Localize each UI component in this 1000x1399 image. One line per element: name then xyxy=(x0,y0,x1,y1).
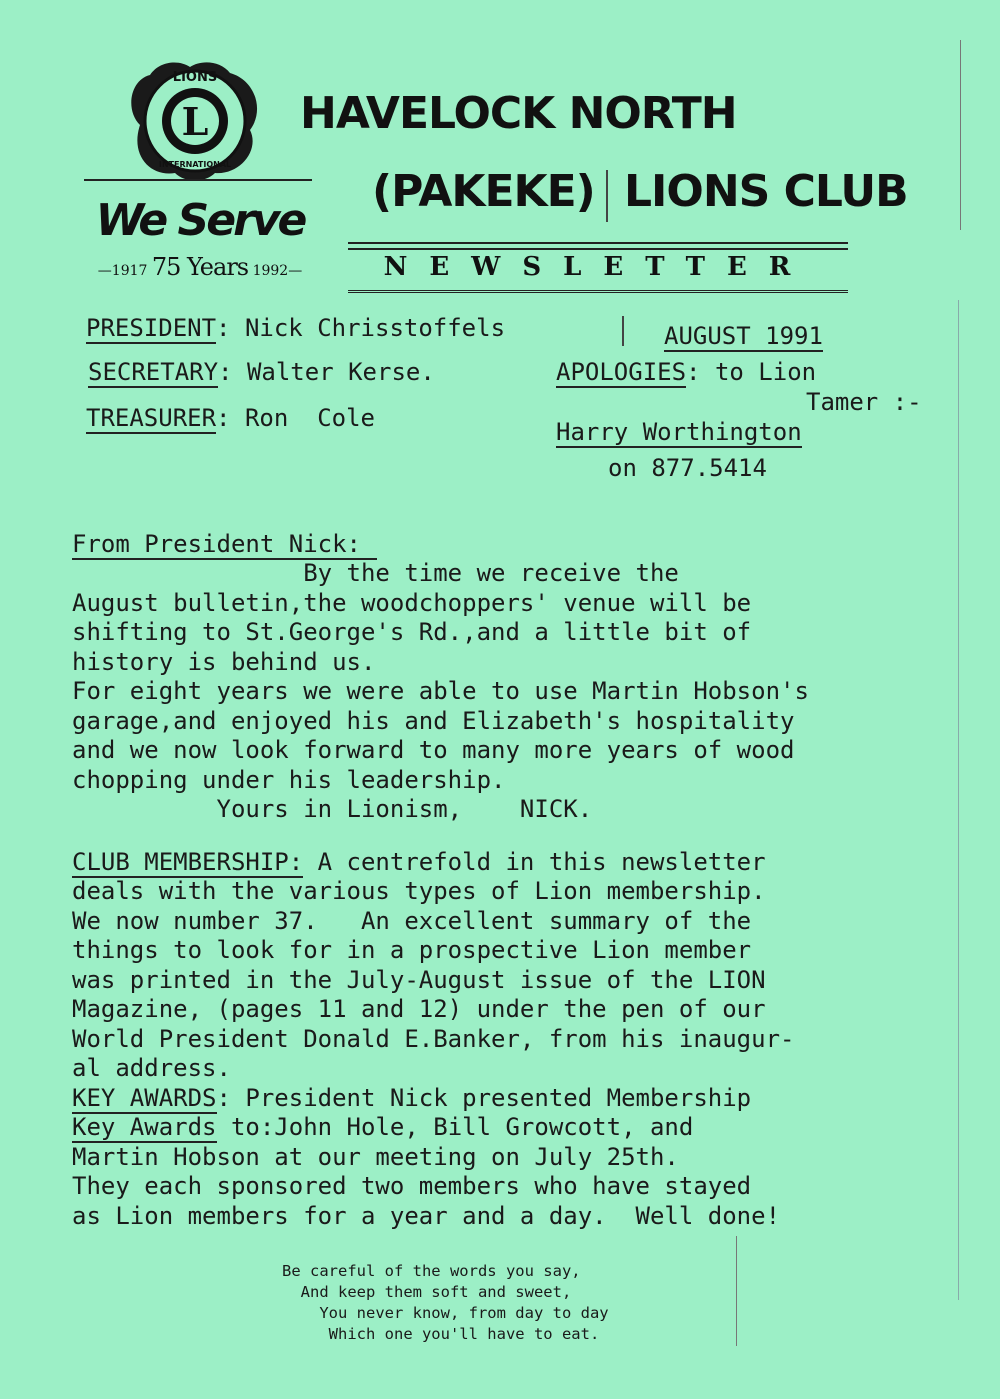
svg-text:INTERNATIONAL: INTERNATIONAL xyxy=(158,160,232,169)
president-line xyxy=(86,314,505,342)
poem-line: Be careful of the words you say, xyxy=(282,1262,581,1280)
secretary-label: SECRETARY xyxy=(88,358,219,386)
club-title-line1: HAVELOCK NORTH xyxy=(300,88,737,139)
lions-emblem-icon xyxy=(120,55,270,183)
anniv-start: —1917 xyxy=(97,263,148,279)
svg-text:LIONS: LIONS xyxy=(172,70,218,85)
svg-text:L: L xyxy=(181,99,209,144)
president-note-line: chopping under his leadership. xyxy=(72,765,506,794)
poem-edge-line xyxy=(736,1236,737,1346)
membership-line: We now number 37. An excellent summary of the xyxy=(72,906,752,935)
president-note-line: shifting to St.George's Rd.,and a little bit of xyxy=(72,618,752,646)
issue-date: AUGUST 1991 xyxy=(664,322,823,350)
newsletter-word: NEWSLETTER xyxy=(383,252,813,282)
key-awards-line: Martin Hobson at our meeting on July 25th. xyxy=(72,1142,679,1171)
president-note-line: history is behind us. xyxy=(72,647,376,676)
anniv-end: 1992— xyxy=(252,263,303,279)
membership-heading: CLUB MEMBERSHIP: xyxy=(72,847,304,876)
key-awards-line: to:John Hole, Bill Growcott, and xyxy=(216,1113,694,1141)
newsletter-banner xyxy=(348,240,848,295)
apologies-name: Harry Worthington xyxy=(556,418,802,446)
apologies-value: : to Lion xyxy=(686,358,817,386)
president-note-line: For eight years we were able to use Martin Hobson's xyxy=(72,677,809,705)
scan-edge-line xyxy=(958,300,959,1300)
key-awards-heading-2: Key Awards xyxy=(72,1113,217,1141)
president-note-line: By the time we receive the xyxy=(72,559,679,587)
president-note-line: August bulletin,the woodchoppers' venue will be xyxy=(72,588,752,617)
poem-line: You never know, from day to day xyxy=(282,1304,609,1322)
president-note-heading: From President Nick: xyxy=(72,530,377,560)
lions-logo xyxy=(80,55,320,285)
secretary-line xyxy=(88,358,435,386)
president-note-signoff: Yours in Lionism, NICK. xyxy=(72,795,593,823)
president-note-line: garage,and enjoyed his and Elizabeth's hospitality xyxy=(72,706,795,735)
membership-line: things to look for in a prospective Lion member xyxy=(72,936,752,964)
anniv-years: 75 Years xyxy=(151,253,249,281)
logo-rule xyxy=(84,179,312,181)
key-awards-line: They each sponsored two members who have stayed xyxy=(72,1172,752,1200)
key-awards-line: : President Nick presented Membership xyxy=(216,1083,752,1112)
treasurer-line xyxy=(86,404,375,432)
poem-line: Which one you'll have to eat. xyxy=(282,1325,600,1343)
apologies-phone: on 877.5414 xyxy=(608,454,767,482)
president-note-line: and we now look forward to many more years of wood xyxy=(72,736,795,764)
apologies-line xyxy=(556,358,816,386)
membership-line: World President Donald E.Banker, from his inaugur- xyxy=(72,1024,795,1053)
membership-line: was printed in the July-August issue of the LION xyxy=(72,965,766,994)
president-note xyxy=(72,500,809,854)
club-title-line2: (PAKEKE) xyxy=(372,166,595,217)
membership-line: al address. xyxy=(72,1054,231,1082)
motto: We Serve xyxy=(95,195,305,246)
key-awards-line: as Lion members for a year and a day. Well done! xyxy=(72,1201,781,1230)
apologies-label: APOLOGIES xyxy=(556,358,687,386)
membership-section xyxy=(72,818,794,1261)
secretary-value: : Walter Kerse. xyxy=(218,358,435,386)
poem-line: And keep them soft and sweet, xyxy=(282,1283,572,1301)
membership-line: Magazine, (pages 11 and 12) under the pen of our xyxy=(72,995,766,1023)
key-awards-heading: KEY AWARDS xyxy=(72,1083,217,1112)
treasurer-label: TREASURER xyxy=(86,404,217,432)
president-value: : Nick Chrisstoffels xyxy=(216,314,506,342)
club-title-line2b: LIONS CLUB xyxy=(624,166,908,217)
officer-divider xyxy=(622,316,624,346)
membership-line: A centrefold in this newsletter xyxy=(303,847,766,876)
anniversary-line xyxy=(80,253,320,281)
scan-edge-line xyxy=(960,40,961,230)
membership-line: deals with the various types of Lion membership. xyxy=(72,877,766,905)
closing-poem xyxy=(282,1240,609,1366)
president-label: PRESIDENT xyxy=(86,314,217,342)
title-divider xyxy=(606,170,608,222)
apologies-tamer: Tamer :- xyxy=(806,388,922,416)
treasurer-value: : Ron Cole xyxy=(216,404,375,432)
